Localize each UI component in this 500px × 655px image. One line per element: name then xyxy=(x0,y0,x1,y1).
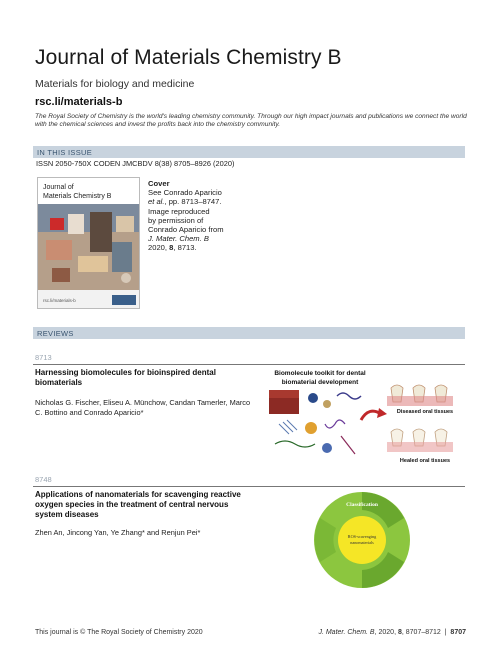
cover-reproduced: Image reproduced xyxy=(148,206,210,216)
cover-see: See Conrado Aparicio xyxy=(148,188,222,198)
footer-year: , 2020, xyxy=(374,629,398,636)
journal-blurb: The Royal Society of Chemistry is the world's leading chemistry community. Through our high impact journals and publications we connect the world with the chemical sciences and invest the profits back into the chemistry community. xyxy=(35,113,467,129)
cover-from: Conrado Aparicio from xyxy=(148,225,224,235)
journal-title: Journal of Materials Chemistry B xyxy=(35,46,342,69)
article-number-8713[interactable]: 8713 xyxy=(35,353,52,362)
graphic-center-line2: nanomaterials xyxy=(350,540,374,545)
graphic-title-line2: biomaterial development xyxy=(281,379,359,386)
cover-volume: 8 xyxy=(169,243,174,253)
article-divider xyxy=(33,364,465,365)
cover-title-line2: Materials Chemistry B xyxy=(43,193,112,200)
cover-image-url: rsc.li/materials-b xyxy=(43,298,76,303)
article-title-8748[interactable]: Applications of nanomaterials for scavenging reactive oxygen species in the treatment of central nervous system diseases xyxy=(35,490,241,519)
cover-etal: et al. xyxy=(148,197,165,207)
footer-journal: J. Mater. Chem. B xyxy=(318,629,375,636)
article-number-8748[interactable]: 8748 xyxy=(35,475,52,484)
footer-volume: 8 xyxy=(397,629,402,636)
cover-title-line1: Journal of xyxy=(43,184,74,191)
cover-permission: by permission of xyxy=(148,215,204,225)
graphic-center-line1: ROS-scavenging xyxy=(347,534,377,539)
cover-article: , 8713. xyxy=(173,243,197,253)
journal-url[interactable]: rsc.li/materials-b xyxy=(35,96,123,108)
article-graphic-8748 xyxy=(312,488,412,592)
graphic-title-line1: Biomolecule toolkit for dental xyxy=(274,370,366,377)
footer-page-number: 8707 xyxy=(450,629,466,636)
article-authors-8713: Nicholas G. Fischer, Eliseu A. Münchow, Candan Tamerler, Marco C. Bottino and Conrado Aparicio* xyxy=(35,398,251,417)
issn-line: ISSN 2050-750X CODEN JMCBDV 8(38) 8705–8926 (2020) xyxy=(36,159,235,168)
article-graphic-8713 xyxy=(265,366,465,470)
cover-image[interactable] xyxy=(37,177,140,309)
in-this-issue-heading: IN THIS ISSUE xyxy=(33,146,465,158)
article-title-8713[interactable]: Harnessing biomolecules for bioinspired dental biomaterials xyxy=(35,368,216,387)
cover-label: Cover xyxy=(148,179,170,188)
cover-journal-abbrev: J. Mater. Chem. B xyxy=(148,234,209,244)
graphic-classification: Classification xyxy=(346,502,378,508)
footer-pages: , 8707–8712 xyxy=(401,629,441,636)
article-authors-8748: Zhen An, Jincong Yan, Ye Zhang* and Renjun Pei* xyxy=(35,528,201,537)
graphic-label-diseased: Diseased oral tissues xyxy=(396,409,454,415)
footer-copyright: This journal is © The Royal Society of Chemistry 2020 xyxy=(35,629,203,636)
article-divider xyxy=(33,486,465,487)
reviews-heading: REVIEWS xyxy=(33,327,465,339)
cover-caption xyxy=(148,179,243,253)
graphic-label-healed: Healed oral tissues xyxy=(399,458,451,464)
footer-citation: J. Mater. Chem. B, 2020, 8, 8707–8712 | 8707 xyxy=(318,629,466,636)
cover-illustration xyxy=(38,178,140,309)
cover-pages: , pp. 8713–8747. xyxy=(164,197,222,207)
journal-subtitle: Materials for biology and medicine xyxy=(35,78,195,90)
cover-year: 2020, xyxy=(148,243,168,253)
